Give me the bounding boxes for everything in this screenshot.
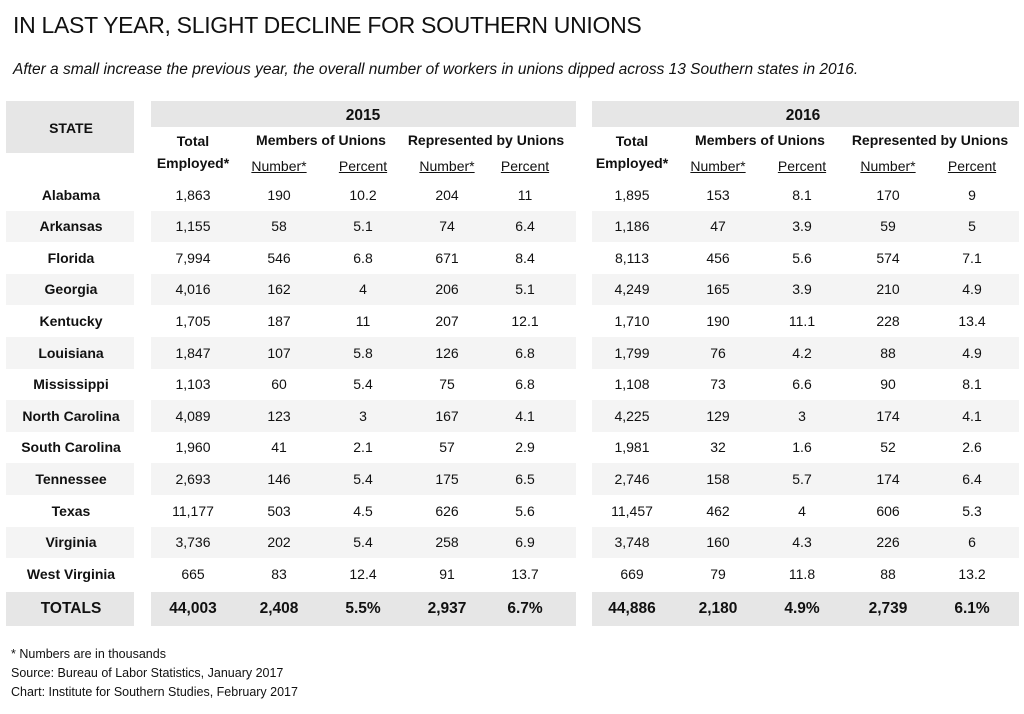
footnote-chart-credit: Chart: Institute for Southern Studies, February 2017 bbox=[11, 685, 298, 699]
value-cell: 671 bbox=[435, 249, 459, 266]
value-cell: 462 bbox=[706, 502, 730, 519]
value-cell: 6.5 bbox=[515, 470, 535, 487]
value-cell: 6 bbox=[968, 534, 976, 551]
value-cell: 574 bbox=[876, 249, 900, 266]
value-cell: 1,981 bbox=[614, 439, 650, 456]
value-cell: 11,457 bbox=[611, 502, 653, 519]
value-cell: 52 bbox=[880, 439, 896, 456]
state-cell: Florida bbox=[47, 249, 95, 266]
value-cell: 174 bbox=[876, 407, 900, 424]
employed-header-2015: Employed* bbox=[156, 154, 230, 171]
value-cell: 226 bbox=[876, 534, 900, 551]
chart-title: IN LAST YEAR, SLIGHT DECLINE FOR SOUTHERN UNIONS bbox=[13, 12, 642, 38]
value-cell: 5.3 bbox=[962, 502, 982, 519]
value-cell: 57 bbox=[439, 439, 455, 456]
total-header-2016: Total bbox=[615, 132, 649, 149]
value-cell: 1,103 bbox=[175, 376, 211, 393]
value-cell: 4.1 bbox=[515, 407, 535, 424]
value-cell: 3 bbox=[359, 407, 367, 424]
footnote-units: * Numbers are in thousands bbox=[11, 647, 166, 661]
value-cell: 5.6 bbox=[515, 502, 535, 519]
value-cell: 5.1 bbox=[515, 281, 535, 298]
year-2016-header: 2016 bbox=[785, 106, 821, 124]
totals-value-cell: 44,003 bbox=[169, 600, 217, 618]
totals-label: TOTALS bbox=[40, 600, 102, 618]
value-cell: 170 bbox=[876, 186, 900, 203]
value-cell: 4 bbox=[359, 281, 367, 298]
totals-value-cell: 2,408 bbox=[259, 600, 299, 618]
value-cell: 1,847 bbox=[175, 344, 211, 361]
state-cell: Texas bbox=[51, 502, 91, 519]
value-cell: 5.6 bbox=[792, 249, 812, 266]
value-cell: 4.3 bbox=[792, 534, 812, 551]
state-cell: Kentucky bbox=[39, 312, 103, 329]
year-2015-header: 2015 bbox=[345, 106, 381, 124]
value-cell: 91 bbox=[439, 565, 455, 582]
value-cell: 7.1 bbox=[962, 249, 982, 266]
value-cell: 5.4 bbox=[353, 534, 373, 551]
totals-value-cell: 44,886 bbox=[608, 600, 656, 618]
value-cell: 60 bbox=[271, 376, 287, 393]
value-cell: 1.6 bbox=[792, 439, 812, 456]
represented-number-header-2015: Number* bbox=[419, 157, 475, 174]
value-cell: 4.1 bbox=[962, 407, 982, 424]
value-cell: 4 bbox=[798, 502, 806, 519]
value-cell: 2.1 bbox=[353, 439, 373, 456]
value-cell: 669 bbox=[620, 565, 644, 582]
state-cell: Louisiana bbox=[38, 344, 104, 361]
value-cell: 6.8 bbox=[515, 376, 535, 393]
value-cell: 165 bbox=[706, 281, 730, 298]
state-cell: Arkansas bbox=[39, 218, 103, 235]
value-cell: 83 bbox=[271, 565, 287, 582]
value-cell: 5.7 bbox=[792, 470, 812, 487]
value-cell: 32 bbox=[710, 439, 726, 456]
value-cell: 3,736 bbox=[175, 534, 211, 551]
members-number-header-2016: Number* bbox=[690, 157, 746, 174]
value-cell: 228 bbox=[876, 312, 900, 329]
value-cell: 2.9 bbox=[515, 439, 535, 456]
value-cell: 6.8 bbox=[515, 344, 535, 361]
value-cell: 5.4 bbox=[353, 470, 373, 487]
represented-header-2015: Represented by Unions bbox=[407, 131, 565, 148]
totals-value-cell: 6.7% bbox=[507, 600, 543, 618]
value-cell: 4,089 bbox=[175, 407, 211, 424]
footnote-source: Source: Bureau of Labor Statistics, January 2017 bbox=[11, 666, 284, 680]
value-cell: 258 bbox=[435, 534, 459, 551]
value-cell: 1,895 bbox=[614, 186, 650, 203]
value-cell: 59 bbox=[880, 218, 896, 235]
value-cell: 88 bbox=[880, 344, 896, 361]
members-percent-header-2016: Percent bbox=[777, 157, 827, 174]
totals-value-cell: 5.5% bbox=[345, 600, 381, 618]
state-cell: Tennessee bbox=[35, 470, 107, 487]
value-cell: 190 bbox=[267, 186, 291, 203]
value-cell: 202 bbox=[267, 534, 291, 551]
value-cell: 160 bbox=[706, 534, 730, 551]
value-cell: 76 bbox=[710, 344, 726, 361]
value-cell: 8,113 bbox=[615, 249, 649, 266]
value-cell: 41 bbox=[271, 439, 287, 456]
totals-value-cell: 2,739 bbox=[868, 600, 908, 618]
value-cell: 6.4 bbox=[962, 470, 982, 487]
value-cell: 606 bbox=[876, 502, 900, 519]
totals-value-cell: 6.1% bbox=[954, 600, 990, 618]
value-cell: 158 bbox=[706, 470, 730, 487]
value-cell: 8.1 bbox=[792, 186, 812, 203]
value-cell: 1,155 bbox=[175, 218, 211, 235]
totals-value-cell: 4.9% bbox=[784, 600, 820, 618]
represented-header-2016: Represented by Unions bbox=[851, 131, 1009, 148]
members-percent-header-2015: Percent bbox=[338, 157, 388, 174]
value-cell: 8.1 bbox=[962, 376, 982, 393]
members-header-2015: Members of Unions bbox=[256, 131, 386, 148]
value-cell: 5.1 bbox=[353, 218, 373, 235]
value-cell: 9 bbox=[968, 186, 976, 203]
state-cell: West Virginia bbox=[26, 565, 116, 582]
value-cell: 7,994 bbox=[175, 249, 211, 266]
value-cell: 456 bbox=[706, 249, 730, 266]
value-cell: 4,016 bbox=[175, 281, 211, 298]
value-cell: 6.4 bbox=[515, 218, 535, 235]
value-cell: 5.4 bbox=[353, 376, 373, 393]
value-cell: 13.7 bbox=[511, 565, 539, 582]
state-cell: Mississippi bbox=[33, 376, 109, 393]
value-cell: 74 bbox=[439, 218, 455, 235]
state-cell: Georgia bbox=[44, 281, 98, 298]
state-header: STATE bbox=[49, 119, 93, 136]
value-cell: 5.8 bbox=[353, 344, 373, 361]
value-cell: 206 bbox=[435, 281, 459, 298]
value-cell: 190 bbox=[706, 312, 730, 329]
chart-subtitle: After a small increase the previous year, the overall number of workers in unions dipped across 13 Southern states in 2016. bbox=[13, 61, 859, 78]
totals-value-cell: 2,937 bbox=[427, 600, 467, 618]
value-cell: 12.1 bbox=[511, 312, 539, 329]
value-cell: 175 bbox=[435, 470, 459, 487]
value-cell: 207 bbox=[435, 312, 459, 329]
value-cell: 1,705 bbox=[175, 312, 211, 329]
value-cell: 58 bbox=[271, 218, 287, 235]
value-cell: 4,225 bbox=[614, 407, 650, 424]
value-cell: 79 bbox=[710, 565, 726, 582]
state-cell: Alabama bbox=[41, 186, 101, 203]
value-cell: 11.1 bbox=[788, 312, 816, 329]
value-cell: 13.2 bbox=[958, 565, 986, 582]
represented-percent-header-2016: Percent bbox=[947, 157, 997, 174]
value-cell: 6.9 bbox=[515, 534, 535, 551]
value-cell: 665 bbox=[181, 565, 205, 582]
value-cell: 204 bbox=[435, 186, 459, 203]
represented-percent-header-2015: Percent bbox=[500, 157, 550, 174]
value-cell: 75 bbox=[439, 376, 455, 393]
value-cell: 10.2 bbox=[349, 186, 377, 203]
value-cell: 1,186 bbox=[614, 218, 650, 235]
state-cell: North Carolina bbox=[22, 407, 120, 424]
value-cell: 2,693 bbox=[175, 470, 211, 487]
value-cell: 1,960 bbox=[175, 439, 211, 456]
value-cell: 2.6 bbox=[962, 439, 982, 456]
value-cell: 129 bbox=[706, 407, 730, 424]
value-cell: 88 bbox=[880, 565, 896, 582]
value-cell: 1,108 bbox=[614, 376, 650, 393]
footnotes bbox=[11, 645, 298, 702]
value-cell: 4.9 bbox=[962, 344, 982, 361]
value-cell: 126 bbox=[435, 344, 459, 361]
members-number-header-2015: Number* bbox=[251, 157, 307, 174]
employed-header-2016: Employed* bbox=[595, 154, 669, 171]
value-cell: 162 bbox=[267, 281, 291, 298]
value-cell: 123 bbox=[267, 407, 291, 424]
value-cell: 4.5 bbox=[353, 502, 373, 519]
value-cell: 6.6 bbox=[792, 376, 812, 393]
value-cell: 6.8 bbox=[353, 249, 373, 266]
value-cell: 187 bbox=[267, 312, 291, 329]
represented-number-header-2016: Number* bbox=[860, 157, 916, 174]
value-cell: 3,748 bbox=[614, 534, 650, 551]
value-cell: 153 bbox=[706, 186, 730, 203]
value-cell: 47 bbox=[710, 218, 726, 235]
value-cell: 13.4 bbox=[958, 312, 986, 329]
value-cell: 146 bbox=[267, 470, 291, 487]
value-cell: 1,863 bbox=[175, 186, 211, 203]
value-cell: 107 bbox=[267, 344, 291, 361]
value-cell: 503 bbox=[267, 502, 291, 519]
value-cell: 3.9 bbox=[792, 281, 812, 298]
totals-value-cell: 2,180 bbox=[698, 600, 738, 618]
value-cell: 11 bbox=[355, 312, 371, 329]
value-cell: 12.4 bbox=[349, 565, 377, 582]
value-cell: 167 bbox=[435, 407, 459, 424]
value-cell: 5 bbox=[968, 218, 976, 235]
value-cell: 626 bbox=[435, 502, 459, 519]
state-cell: South Carolina bbox=[21, 439, 121, 456]
value-cell: 546 bbox=[267, 249, 291, 266]
value-cell: 11,177 bbox=[172, 502, 214, 519]
value-cell: 3.9 bbox=[792, 218, 812, 235]
value-cell: 210 bbox=[876, 281, 900, 298]
value-cell: 90 bbox=[880, 376, 896, 393]
value-cell: 4.2 bbox=[792, 344, 812, 361]
value-cell: 4,249 bbox=[614, 281, 650, 298]
members-header-2016: Members of Unions bbox=[695, 131, 825, 148]
total-header-2015: Total bbox=[176, 132, 210, 149]
value-cell: 4.9 bbox=[962, 281, 982, 298]
state-cell: Virginia bbox=[45, 534, 97, 551]
value-cell: 8.4 bbox=[515, 249, 535, 266]
value-cell: 1,799 bbox=[614, 344, 650, 361]
value-cell: 2,746 bbox=[614, 470, 650, 487]
value-cell: 11 bbox=[517, 186, 533, 203]
value-cell: 73 bbox=[710, 376, 726, 393]
value-cell: 11.8 bbox=[788, 565, 816, 582]
value-cell: 3 bbox=[798, 407, 806, 424]
value-cell: 1,710 bbox=[614, 312, 650, 329]
value-cell: 174 bbox=[876, 470, 900, 487]
